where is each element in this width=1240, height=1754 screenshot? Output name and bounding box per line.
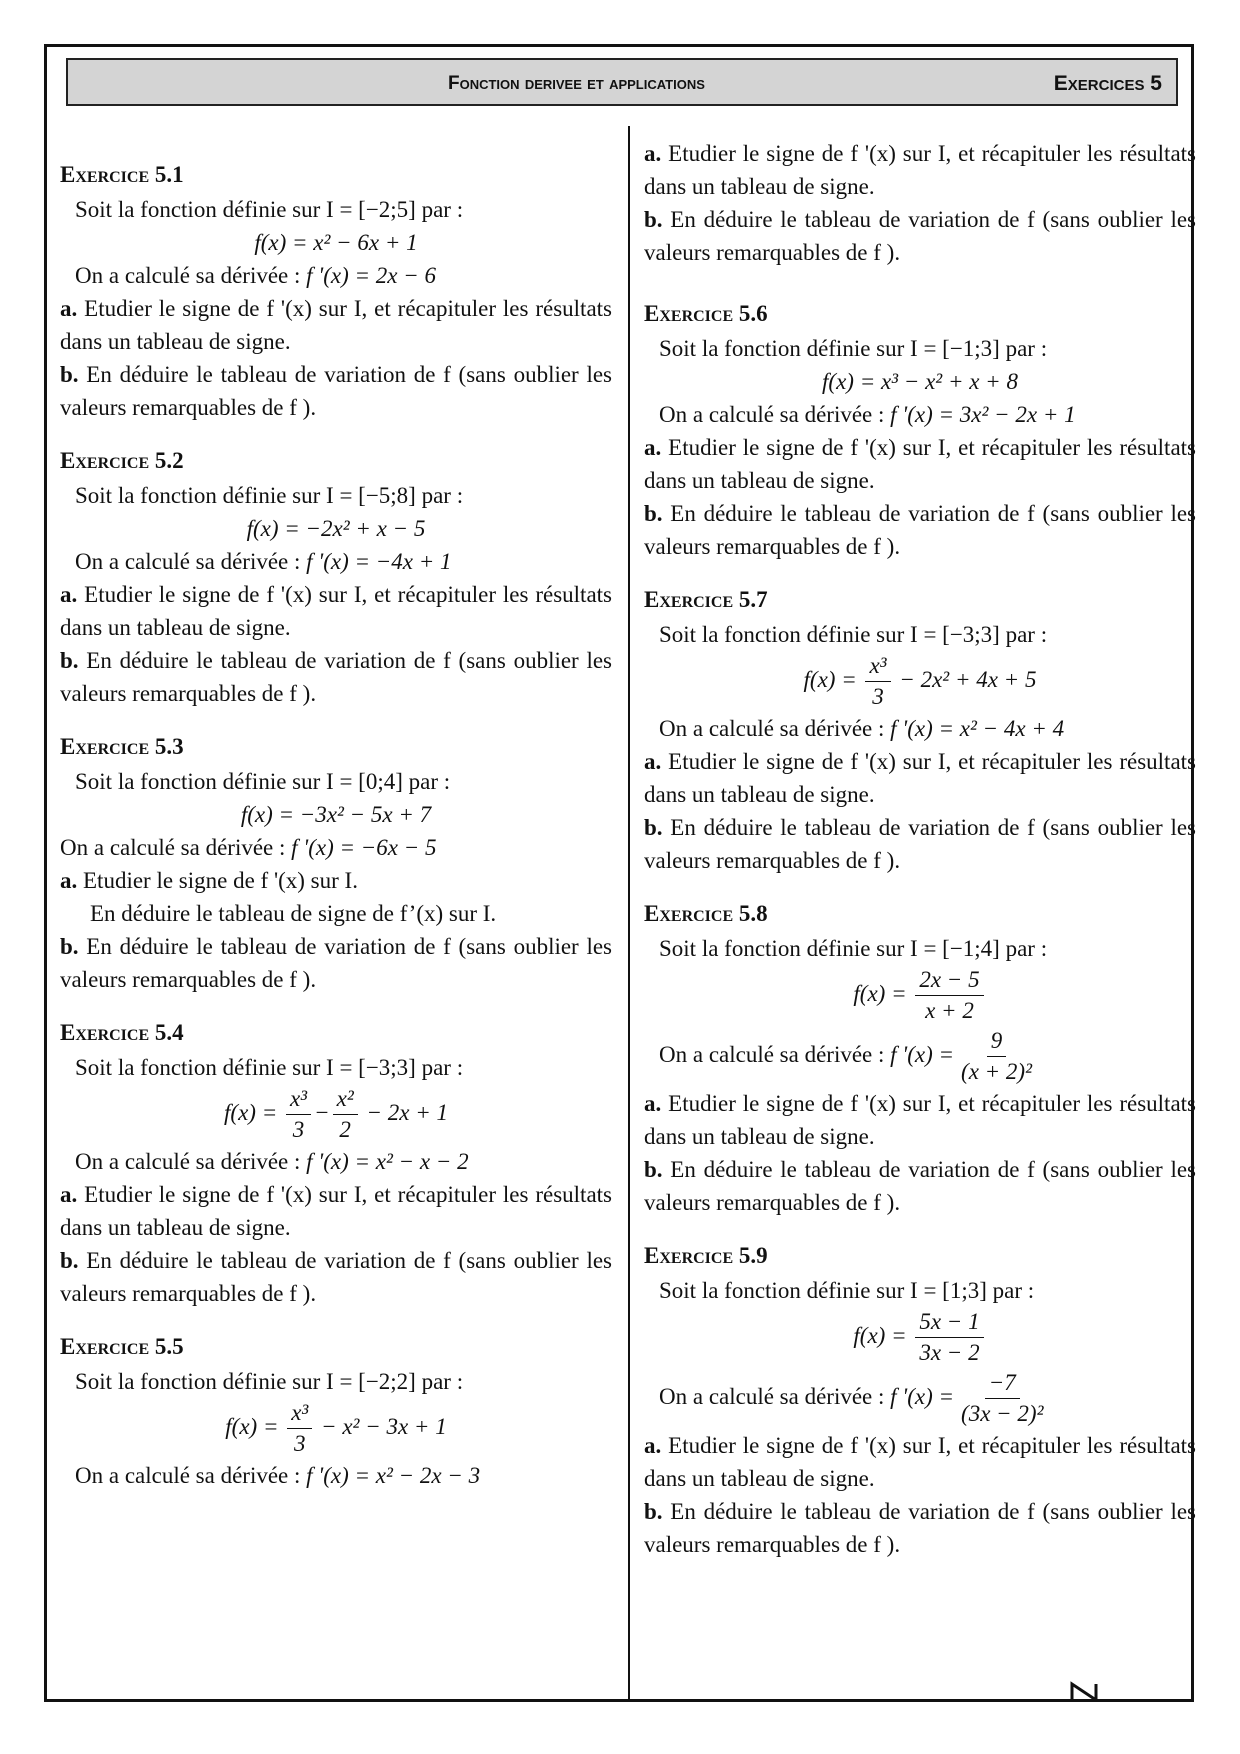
exercise-title: Exercice 5.2 <box>60 448 184 473</box>
question-a <box>60 1178 612 1244</box>
question-a-label: a. <box>60 868 78 893</box>
header-title: Fonction derivee et applications <box>448 73 705 94</box>
exercise-title: Exercice 5.6 <box>644 301 768 326</box>
question-a <box>644 1429 1196 1495</box>
question-b-label: b. <box>644 1157 663 1182</box>
question-b-label: b. <box>60 934 79 959</box>
derivative-label: On a calculé sa dérivée : <box>659 1383 885 1409</box>
derivative-formula: f '(x) = −6x − 5 <box>291 835 437 860</box>
function-formula <box>644 965 1196 1026</box>
question-a <box>644 137 1196 203</box>
exercise-title: Exercice 5.5 <box>60 1334 184 1359</box>
fraction <box>286 1084 311 1145</box>
derivative-formula: f '(x) = x² − 2x − 3 <box>306 1463 481 1488</box>
derivative-formula: f '(x) = x² − x − 2 <box>306 1149 469 1174</box>
exercise-5-3 <box>60 730 612 996</box>
question-b-text: En déduire le tableau de variation de f (sans oublier les valeurs remarquables de f ). <box>644 815 1197 873</box>
derivative-label: On a calculé sa dérivée : <box>60 835 286 860</box>
question-b-label: b. <box>644 501 663 526</box>
fraction <box>957 1368 1047 1429</box>
fraction <box>865 651 890 712</box>
fraction-numerator: 2x − 5 <box>915 965 983 996</box>
question-a-label: a. <box>60 296 78 321</box>
fraction-denominator: 3x − 2 <box>919 1340 980 1365</box>
right-column <box>644 137 1196 1561</box>
question-b-text: En déduire le tableau de variation de f (sans oublier les valeurs remarquables de f ). <box>60 362 613 420</box>
left-column <box>60 158 612 1492</box>
question-a-label: a. <box>60 582 78 607</box>
question-a-text: Etudier le signe de f '(x) sur I. <box>83 868 358 893</box>
question-a-label: a. <box>644 1091 662 1116</box>
question-a-text: Etudier le signe de f '(x) sur I, et récapituler les résultats dans un tableau de signe. <box>60 296 612 354</box>
function-formula: f(x) = −3x² − 5x + 7 <box>240 802 432 827</box>
exercise-5-6 <box>644 297 1196 563</box>
fraction-denominator: x + 2 <box>925 998 974 1023</box>
fraction-numerator: 9 <box>987 1026 1007 1057</box>
question-b-text: En déduire le tableau de variation de f (sans oublier les valeurs remarquables de f ). <box>60 934 613 992</box>
exercise-intro: Soit la fonction définie sur I = [−5;8] par : <box>75 483 464 508</box>
derivative-line <box>60 1459 612 1492</box>
question-b-text: En déduire le tableau de variation de f (sans oublier les valeurs remarquables de f ). <box>644 1157 1197 1215</box>
derivative-formula <box>890 1370 1050 1426</box>
question-b <box>644 203 1196 269</box>
formula-rest: − 2x² + 4x + 5 <box>899 666 1037 692</box>
function-formula <box>60 1398 612 1459</box>
question-b-label: b. <box>644 815 663 840</box>
exercise-title: Exercice 5.7 <box>644 587 768 612</box>
function-formula <box>60 1084 612 1145</box>
question-a-label: a. <box>644 1433 662 1458</box>
exercise-5-8 <box>644 897 1196 1219</box>
derivative-line <box>644 398 1196 431</box>
formula-lhs: f(x) = <box>803 666 857 692</box>
exercise-intro: Soit la fonction définie sur I = [1;3] par : <box>659 1278 1035 1303</box>
question-a <box>644 1087 1196 1153</box>
fraction-denominator: (3x − 2)² <box>961 1401 1044 1426</box>
fraction <box>287 1398 312 1459</box>
derivative-line <box>644 1368 1196 1429</box>
exercise-intro: Soit la fonction définie sur I = [−2;2] par : <box>75 1369 464 1394</box>
derivative-label: On a calculé sa dérivée : <box>75 1463 301 1488</box>
function-formula <box>644 1307 1196 1368</box>
question-a-text: Etudier le signe de f '(x) sur I, et récapituler les résultats dans un tableau de signe. <box>644 141 1196 199</box>
fraction-numerator: x³ <box>865 651 890 682</box>
question-a-label: a. <box>644 749 662 774</box>
question-b-text: En déduire le tableau de variation de f (sans oublier les valeurs remarquables de f ). <box>644 207 1197 265</box>
derivative-formula: f '(x) = 3x² − 2x + 1 <box>890 402 1076 427</box>
derivative-line <box>60 831 612 864</box>
question-b-label: b. <box>644 207 663 232</box>
question-b <box>644 811 1196 877</box>
exercise-intro: Soit la fonction définie sur I = [−3;3] par : <box>659 622 1048 647</box>
question-a-text: Etudier le signe de f '(x) sur I, et récapituler les résultats dans un tableau de signe. <box>644 1091 1196 1149</box>
derivative-formula <box>890 1028 1039 1084</box>
exercise-5-9 <box>644 1239 1196 1561</box>
question-a-label: a. <box>60 1182 78 1207</box>
derivative-label: On a calculé sa dérivée : <box>659 402 885 427</box>
question-b-text: En déduire le tableau de variation de f (sans oublier les valeurs remarquables de f ). <box>644 501 1197 559</box>
derivative-label: On a calculé sa dérivée : <box>659 1041 885 1067</box>
question-b-text: En déduire le tableau de variation de f (sans oublier les valeurs remarquables de f ). <box>60 648 613 706</box>
fraction-numerator: −7 <box>985 1368 1020 1399</box>
question-a-text: Etudier le signe de f '(x) sur I, et récapituler les résultats dans un tableau de signe. <box>644 749 1196 807</box>
exercise-title: Exercice 5.8 <box>644 901 768 926</box>
derivative-label: On a calculé sa dérivée : <box>659 716 885 741</box>
page-header <box>66 58 1178 106</box>
exercise-intro: Soit la fonction définie sur I = [−1;3] par : <box>659 336 1048 361</box>
exercise-intro: Soit la fonction définie sur I = [−3;3] par : <box>75 1055 464 1080</box>
exercise-title: Exercice 5.3 <box>60 734 184 759</box>
question-b <box>60 930 612 996</box>
fraction-denominator: (x + 2)² <box>961 1059 1032 1084</box>
function-formula: f(x) = −2x² + x − 5 <box>246 516 426 541</box>
fraction <box>915 965 983 1026</box>
derivative-line <box>644 1026 1196 1087</box>
formula-lhs: f(x) = <box>225 1413 279 1439</box>
exercise-intro: Soit la fonction définie sur I = [−2;5] par : <box>75 197 464 222</box>
derivative-line <box>60 545 612 578</box>
derivative-label: On a calculé sa dérivée : <box>75 1149 301 1174</box>
question-a-text: Etudier le signe de f '(x) sur I, et récapituler les résultats dans un tableau de signe. <box>60 582 612 640</box>
derivative-formula: f '(x) = 2x − 6 <box>306 263 437 288</box>
question-b <box>644 1495 1196 1561</box>
formula-lhs: f(x) = <box>224 1099 278 1125</box>
function-formula <box>644 651 1196 712</box>
function-formula: f(x) = x³ − x² + x + 8 <box>822 369 1018 394</box>
fraction-denominator: 3 <box>872 684 884 709</box>
derivative-line <box>60 1145 612 1178</box>
question-a-label: a. <box>644 435 662 460</box>
question-b-text: En déduire le tableau de variation de f (sans oublier les valeurs remarquables de f ). <box>644 1499 1197 1557</box>
fraction-denominator: 2 <box>339 1117 351 1142</box>
question-a-text: Etudier le signe de f '(x) sur I, et récapituler les résultats dans un tableau de signe. <box>644 435 1196 493</box>
question-a-text: Etudier le signe de f '(x) sur I, et récapituler les résultats dans un tableau de signe. <box>644 1433 1196 1491</box>
question-a-text: Etudier le signe de f '(x) sur I, et récapituler les résultats dans un tableau de signe. <box>60 1182 612 1240</box>
question-b-label: b. <box>644 1499 663 1524</box>
fraction-numerator: 5x − 1 <box>915 1307 983 1338</box>
exercise-5-5-continued <box>644 137 1196 269</box>
fraction-numerator: x³ <box>287 1398 312 1429</box>
exercise-5-2 <box>60 444 612 710</box>
fraction <box>333 1084 358 1145</box>
formula-rest: − x² − 3x + 1 <box>321 1413 447 1439</box>
function-formula: f(x) = x² − 6x + 1 <box>254 230 418 255</box>
derivative-lhs: f '(x) = <box>890 1041 955 1067</box>
exercise-intro: Soit la fonction définie sur I = [0;4] par : <box>75 769 451 794</box>
derivative-lhs: f '(x) = <box>890 1383 955 1409</box>
exercise-5-1 <box>60 158 612 424</box>
exercise-title: Exercice 5.1 <box>60 162 184 187</box>
formula-rest: − 2x + 1 <box>366 1099 448 1125</box>
fraction-numerator: x³ <box>286 1084 311 1115</box>
question-b-label: b. <box>60 648 79 673</box>
formula-operator: − <box>314 1099 330 1125</box>
question-a <box>60 578 612 644</box>
fraction <box>915 1307 983 1368</box>
question-a <box>644 745 1196 811</box>
question-a-followup: En déduire le tableau de signe de f’(x) sur I. <box>90 901 497 926</box>
question-b <box>60 358 612 424</box>
exercise-title: Exercice 5.4 <box>60 1020 184 1045</box>
question-b <box>60 644 612 710</box>
question-b <box>644 497 1196 563</box>
derivative-line <box>60 259 612 292</box>
question-b-label: b. <box>60 362 79 387</box>
derivative-formula: f '(x) = x² − 4x + 4 <box>890 716 1065 741</box>
column-divider <box>628 126 630 1700</box>
fraction <box>957 1026 1036 1087</box>
derivative-line <box>644 712 1196 745</box>
formula-lhs: f(x) = <box>853 1322 907 1348</box>
header-exercises: Exercices 5 <box>1053 72 1162 95</box>
derivative-label: On a calculé sa dérivée : <box>75 263 301 288</box>
fraction-denominator: 3 <box>294 1431 306 1456</box>
exercise-5-5 <box>60 1330 612 1492</box>
question-a <box>60 292 612 358</box>
formula-lhs: f(x) = <box>853 980 907 1006</box>
question-a-label: a. <box>644 141 662 166</box>
exercise-5-7 <box>644 583 1196 877</box>
exercise-5-4 <box>60 1016 612 1310</box>
fraction-denominator: 3 <box>292 1117 305 1142</box>
question-b <box>644 1153 1196 1219</box>
exercise-intro: Soit la fonction définie sur I = [−1;4] par : <box>659 936 1048 961</box>
derivative-label: On a calculé sa dérivée : <box>75 549 301 574</box>
exercise-title: Exercice 5.9 <box>644 1243 768 1268</box>
question-b-label: b. <box>60 1248 79 1273</box>
question-a <box>60 864 612 897</box>
fraction-numerator: x² <box>333 1084 358 1115</box>
question-b <box>60 1244 612 1310</box>
question-a <box>644 431 1196 497</box>
question-b-text: En déduire le tableau de variation de f (sans oublier les valeurs remarquables de f ). <box>60 1248 613 1306</box>
corner-mark-icon <box>1070 1680 1100 1702</box>
derivative-formula: f '(x) = −4x + 1 <box>306 549 452 574</box>
